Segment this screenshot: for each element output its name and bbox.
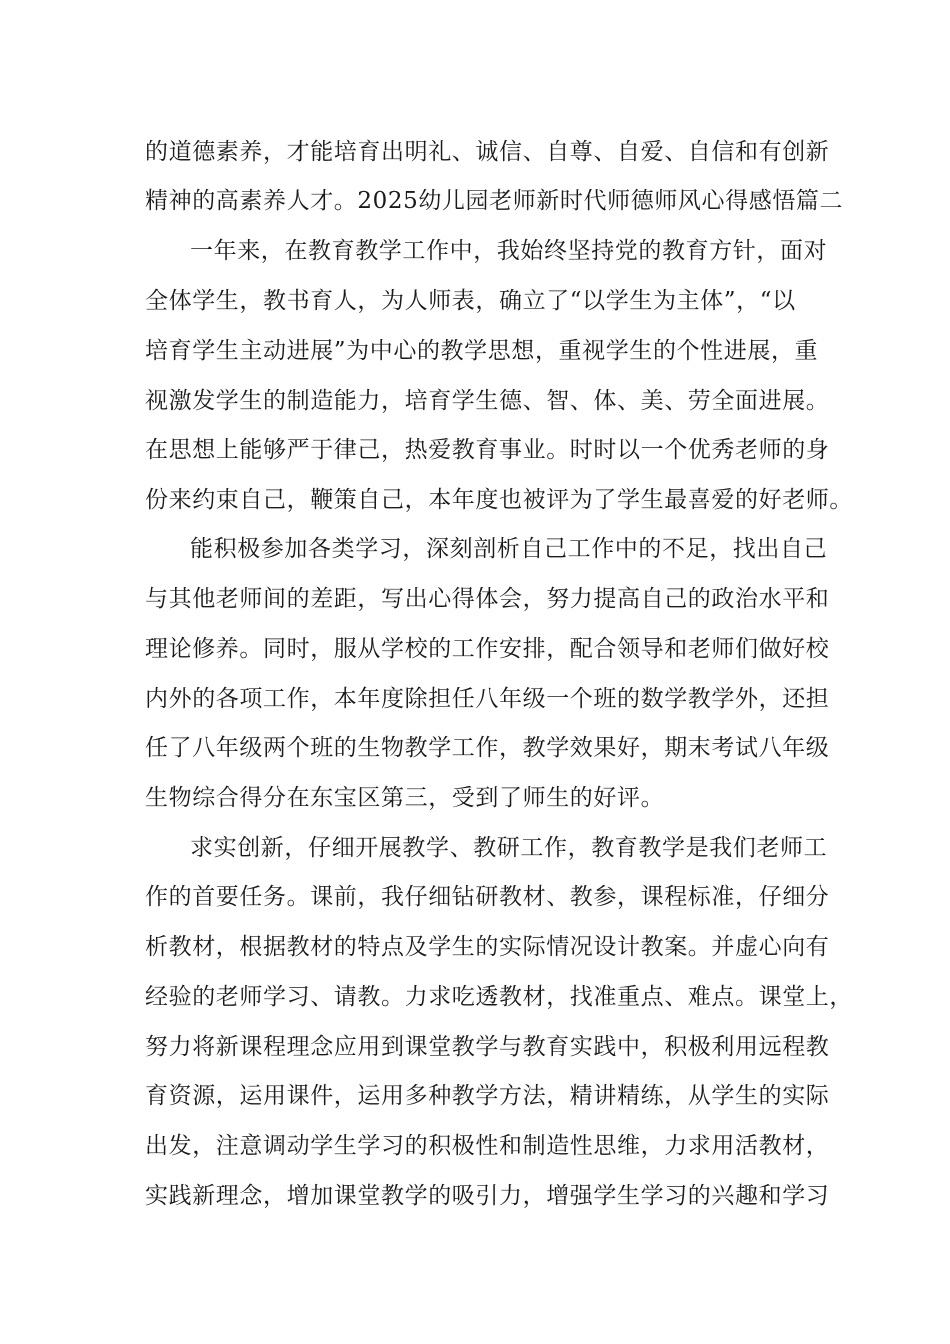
text-line: 份来约束自己，鞭策自己，本年度也被评为了学生最喜爱的好老师。 (145, 487, 853, 513)
text-line: 出发，注意调动学生学习的积极性和制造性思维，力求用活教材， (145, 1133, 830, 1159)
text-line: 的道德素养，才能培育出明礼、诚信、自尊、自爱、自信和有创新 (145, 139, 830, 165)
text-line: 析教材，根据教材的特点及学生的实际情况设计教案。并虚心向有 (145, 934, 830, 960)
text-line: 全体学生，教书育人，为人师表，确立了“以学生为主体”，“以 (145, 288, 796, 314)
text-line: 努力将新课程理念应用到课堂教学与教育实践中，积极利用远程教 (145, 1034, 830, 1060)
text-line: 精神的高素养人才。2025幼儿园老师新时代师德师风心得感悟篇二 (145, 188, 844, 214)
text-line: 任了八年级两个班的生物教学工作，教学效果好，期末考试八年级 (145, 735, 830, 761)
text-line: 在思想上能够严于律己，热爱教育事业。时时以一个优秀老师的身 (145, 437, 830, 463)
paragraph-start-line: 能积极参加各类学习，深刻剖析自己工作中的不足，找出自己 (190, 536, 828, 562)
text-line: 培育学生主动进展”为中心的教学思想，重视学生的个性进展，重 (145, 338, 819, 364)
text-line: 经验的老师学习、请教。力求吃透教材，找准重点、难点。课堂上， (145, 984, 853, 1010)
text-line: 生物综合得分在东宝区第三，受到了师生的好评。 (145, 785, 665, 811)
text-line: 视激发学生的制造能力，培育学生德、智、体、美、劳全面进展。 (145, 388, 830, 414)
text-line: 作的首要任务。课前，我仔细钻研教材、教参，课程标准，仔细分 (145, 884, 830, 910)
text-line: 实践新理念，增加课堂教学的吸引力，增强学生学习的兴趣和学习 (145, 1183, 830, 1209)
paragraph-start-line: 求实创新，仔细开展教学、教研工作，教育教学是我们老师工 (190, 835, 828, 861)
text-line: 育资源，运用课件，运用多种教学方法，精讲精练，从学生的实际 (145, 1083, 830, 1109)
text-line: 与其他老师间的差距，写出心得体会，努力提高自己的政治水平和 (145, 586, 830, 612)
text-line: 理论修养。同时，服从学校的工作安排，配合领导和老师们做好校 (145, 636, 830, 662)
text-line: 内外的各项工作，本年度除担任八年级一个班的数学教学外，还担 (145, 686, 830, 712)
paragraph-start-line: 一年来，在教育教学工作中，我始终坚持党的教育方针，面对 (190, 238, 828, 264)
